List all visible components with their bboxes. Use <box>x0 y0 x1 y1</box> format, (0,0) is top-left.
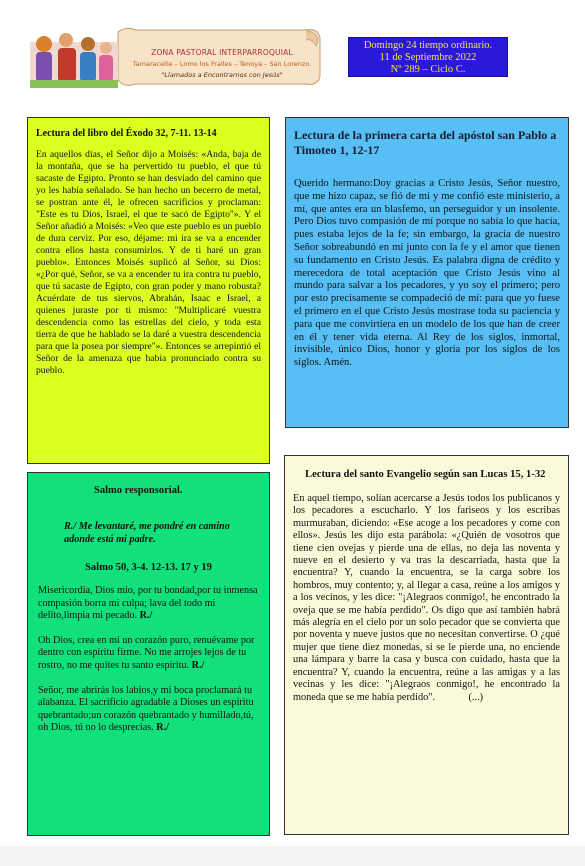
logo-title: ZONA PASTORAL INTERPARROQUIAL <box>151 48 293 57</box>
date-line-2: 11 de Septiembre 2022 <box>379 52 477 63</box>
psalm-box <box>27 472 270 836</box>
logo-places: Tamaraceite – Lomo los Frailes – Tenoya – San Lorenzo. <box>132 60 312 68</box>
logo-motto: "Llamados a Encontrarnos con Jesús" <box>161 71 283 79</box>
response-mark: R./ <box>139 610 153 622</box>
gospel-box <box>284 455 569 835</box>
response-mark: R./ <box>156 722 170 734</box>
page-bottom-strip <box>0 846 585 866</box>
second-reading-text: Querido hermano:Doy gracias a Cristo Jesús, Señor nuestro, que me hizo capaz, se fió de mí y me confió este ministerio, a mí, que antes era un blasfemo, un perseguidor y un insolente. Pero Dios tuvo compasión de mí porque no sabía lo que hacía, pues estaba lejos de la fe; sin embargo, la gracia de nuestro Señor sobreabundó en mí junto con la fe y el amor que tienen su fundamento en Cristo Jesús. Es palabra digna de crédito y merecedora de total aceptación que Cristo Jesús vino al mundo para salvar a los pecadores, y yo soy el primero; pero por esto precisamente se compadeció de mí: para que yo fuese el primero en el que Cristo Jesús mostrase toda su paciencia y para que me convirtiera en un modelo de los que han de creer en él y tener vida eterna. Al Rey de los siglos, inmortal, invisible, único Dios, honor y gloria por los siglos de los siglos. Amén. <box>294 178 560 369</box>
issue-line: Nº 289 – Ciclo C. <box>390 64 466 75</box>
first-reading-box <box>27 117 270 464</box>
psalm-stanza: Señor, me abrirás los labios,y mi boca proclamará tu alabanza. El sacrificio agradable a Dioses un espíritu quebrantado;un corazón quebrantado y humillado,tú, oh Dios, tú no lo desprecias. R./ <box>38 684 254 734</box>
psalm-stanza: Misericordia, Dios mío, por tu bondad,por tu inmensa compasión borra mi culpa; lava del todo mi delito,limpia mi pecado. R./ <box>38 585 258 622</box>
first-reading-title: Lectura del libro del Éxodo 32, 7-11. 13-14 <box>36 128 217 139</box>
gospel-title: Lectura del santo Evangelio según san Lucas 15, 1-32 <box>305 469 546 480</box>
first-reading-text: En aquellos días, el Señor dijo a Moisés: «Anda, baja de la montaña, que se ha pervertido tu pueblo, el que tú sacaste de Egipto. Pronto se han desviado del camino que yo les había señalado. Se han hecho un becerro de metal, se postran ante él, le ofrecen sacrificios y proclaman: "Este es tu Dios, Israel, el que te sacó de Egipto"». Y el Señor añadió a Moisés: «Veo que este pueblo es un pueblo de dura cerviz. Por eso, déjame: mi ira se va a encender contra ellos hasta consumirlos. Y de ti haré un gran pueblo». Entonces Moisés suplicó al Señor, su Dios: «¿Por qué, Señor, se va a encender tu ira contra tu pueblo, que tú sacaste de Egipto, con gran poder y mano robusta? Acuérdate de tus siervos, Abrahán, Isaac e Israel, a quienes juraste por ti mismo: "Multiplicaré vuestra descendencia como las estrellas del cielo, y toda esta tierra de que he hablado se la daré a vuestra descendencia para que la posea por siempre"». Entonces se arrepintió el Señor de la amenaza que había pronunciado contra su pueblo. <box>36 149 261 376</box>
gospel-ellipsis: (...) <box>468 691 484 703</box>
psalm-reference: Salmo 50, 3-4. 12-13. 17 y 19 <box>85 562 212 573</box>
date-box <box>348 37 508 77</box>
response-mark: R./ <box>191 659 205 671</box>
psalm-stanza: Oh Dios, crea en mí un corazón puro, renuévame por dentro con espíritu firme. No me arrojes lejos de tu rostro, no me quites tu santo espíritu. R./ <box>38 634 255 671</box>
second-reading-box <box>285 117 569 428</box>
second-reading-title: Lectura de la primera carta del apóstol san Pablo a Timoteo 1, 12-17 <box>294 128 557 157</box>
parish-logo <box>26 24 326 92</box>
date-line-1: Domingo 24 tiempo ordinario. <box>363 40 493 51</box>
gospel-text: En aquel tiempo, solían acercarse a Jesús todos los publicanos y los pecadores a escucharlo. Y los fariseos y los escribas murmuraban, diciendo: «Ese acoge a los pecadores y come con ellos». Jesús les dijo esta parábola: «¿Quién de vosotros que tiene cien ovejas y pierde una de ellas, no deja las noventa y nueve en el desierto y va tras la descarriada, hasta que la encuentra? Y, cuando la encuentra, se la carga sobre los hombros, muy contento; y, al llegar a casa, reúne a los amigos y a los vecinos, y les dice: "¡Alegraos conmigo!, he encontrado la oveja que se me había perdido". Os digo que así también habrá más alegría en el cielo por un solo pecador que se convierta que por noventa y nueve justos que no necesitan convertirse. O ¿qué mujer que tiene diez monedas, si se le pierde una, no enciende una lámpara y barre la casa y busca con cuidado, hasta que la encuentra? Y, cuando la encuentra, reúne a las amigas y a las vecinas y les dice: "¡Alegraos conmigo!, he encontrado la moneda que se me había perdido". (...) <box>293 493 560 703</box>
psalm-response: R./ Me levantaré, me pondré en camino adonde está mi padre. <box>64 521 230 545</box>
psalm-title: Salmo responsorial. <box>94 485 183 496</box>
